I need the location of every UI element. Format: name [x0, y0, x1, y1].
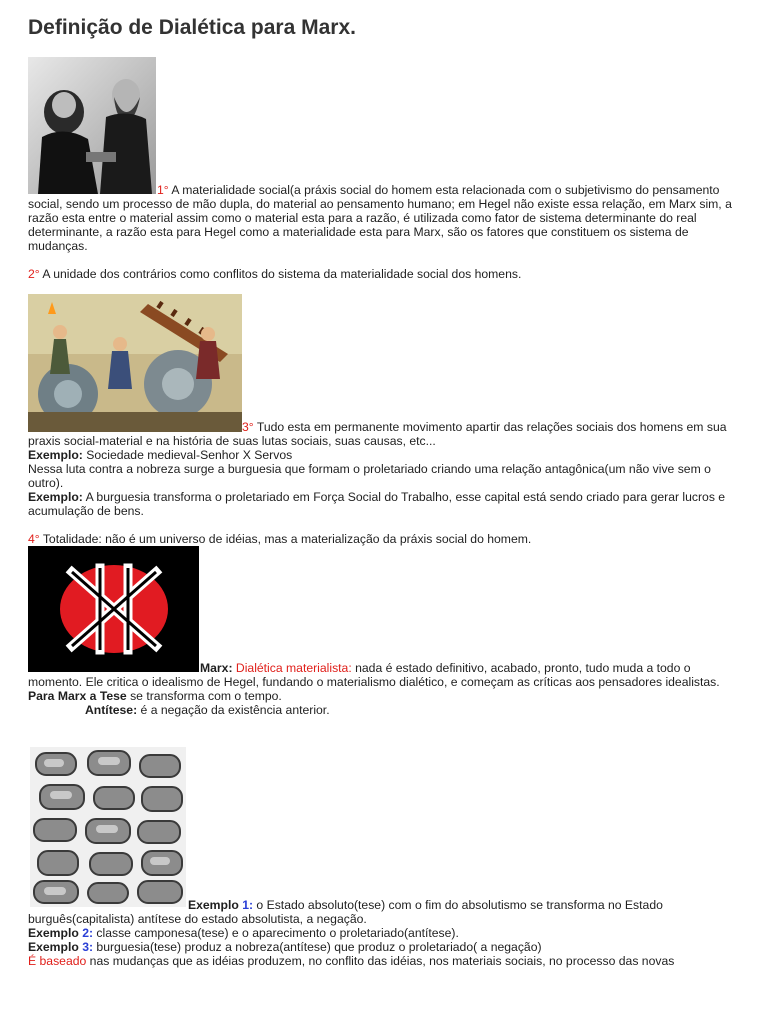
section-2-number: 2°: [28, 267, 40, 281]
section-4-number: 4°: [28, 532, 40, 546]
example-3-label: Exemplo: [28, 940, 83, 954]
section-1: [28, 183, 744, 253]
interlocked-hands-image: [30, 747, 186, 907]
example-text: A burguesia transforma o proletariado em Força Social do Trabalho, esse capital está sendo criado para gerar lucros e acumulação de bens.: [28, 490, 726, 518]
dialetica-materialista-label: Dialética materialista:: [232, 661, 352, 675]
hands-image: [30, 747, 186, 907]
example-2-text: classe camponesa(tese) e o aparecimento o proletariado(antítese).: [93, 926, 459, 940]
example-label: Exemplo:: [28, 448, 83, 462]
marx-label: Marx:: [200, 661, 233, 675]
section-3: [28, 420, 744, 518]
section-3-text: Tudo esta em permanente movimento apartir das relações sociais dos homens em sua praxis social-material e na história de suas lutas sociais, suas causas, etc...: [28, 420, 727, 448]
example-label: Exemplo:: [28, 490, 83, 504]
marx-text: nada é estado definitivo, acabado, pronto, tudo muda a todo o momento. Ele critica o idealismo de Hegel, fundando o materialismo dialético, e começam as críticas aos pensadores idealistas.: [28, 661, 720, 689]
tese-label: Para Marx a Tese: [28, 689, 127, 703]
example-3-text: burguesia(tese) produz a nobreza(antítese) que produz o proletariado( a negação): [93, 940, 542, 954]
section-2-text: A unidade dos contrários como conflitos do sistema da materialidade social dos homens.: [39, 267, 522, 281]
e-baseado-label: É baseado: [28, 954, 87, 968]
section-4-text: Totalidade: não é um universo de idéias, mas a materialização da práxis social do homem.: [39, 532, 532, 546]
dk-logo-image: [28, 546, 199, 672]
page-title: Definição de Dialética para Marx.: [28, 16, 356, 39]
antitese-label: Antítese:: [85, 703, 138, 717]
antitese-text: é a negação da existência anterior.: [137, 703, 330, 717]
example-1-number: 1:: [242, 898, 254, 912]
section-1-number: 1°: [157, 183, 169, 197]
tese-text: se transforma com o tempo.: [126, 689, 282, 703]
section-2: [28, 267, 744, 281]
example-1-text: o Estado absoluto(tese) com o fim do absolutismo se transforma no Estado burguês(capitalista) antítese do estado absolutista, a negação.: [28, 898, 663, 926]
section-1-text: A materialidade social(a práxis social do homem esta relacionada com o subjetivismo do pensamento social, sendo um processo de mão dupla, do material ao pensamento humano; em Hegel não existe essa relação, em Marx sim, a razão esta entre o material assim como o material esta para a razão, é utilizada como fator de sistema determinante do real determinante, a razão esta para Hegel como a materialidade esta para Marx, são os fatores que constituem os sistema de mudanças.: [28, 183, 732, 253]
last-line-text: nas mudanças que as idéias produzem, no conflito das idéias, nos materiais sociais, no processo das novas: [86, 954, 675, 968]
workers-struggle-illustration: [28, 294, 242, 432]
marx-engels-photo: [28, 57, 156, 194]
examples-section: [28, 898, 744, 968]
photo-image: [28, 57, 156, 194]
example-1-label: Exemplo: [188, 898, 243, 912]
section-3-line2: Nessa luta contra a nobreza surge a burguesia que formam o proletariado criando uma relação antagônica(um não vive sem o outro).: [28, 462, 711, 490]
section-4: [28, 532, 744, 546]
illustration-image: [28, 294, 242, 432]
marx-section: [28, 661, 744, 717]
example-text: Sociedade medieval-Senhor X Servos: [82, 448, 293, 462]
example-2-number: 2:: [82, 926, 94, 940]
example-2-label: Exemplo: [28, 926, 83, 940]
section-3-number: 3°: [242, 420, 254, 434]
example-3-number: 3:: [82, 940, 94, 954]
dk-symbol: [28, 546, 199, 672]
